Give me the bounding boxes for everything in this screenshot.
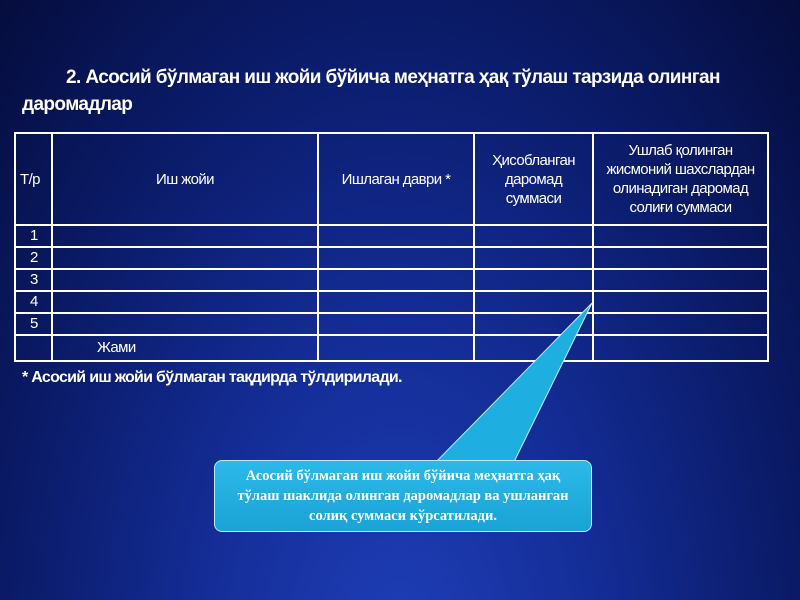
- row-number-cell: 4: [15, 291, 52, 313]
- page-title: 2. Асосий бўлмаган иш жойи бўйича меҳнатга ҳақ тўлаш тарзида олинган даромадлар: [22, 67, 720, 115]
- row-number-cell: 2: [15, 247, 52, 269]
- row-number-cell: 1: [15, 225, 52, 247]
- callout-pointer-shape: [432, 303, 592, 466]
- header-calculated-income: Ҳисобланган даромад суммаси: [474, 133, 593, 225]
- header-number: Т/р: [15, 133, 52, 225]
- row-number-cell: 3: [15, 269, 52, 291]
- row-number-cell: 5: [15, 313, 52, 335]
- total-label: Жами: [52, 335, 318, 361]
- header-work-period: Ишлаган даври *: [318, 133, 474, 225]
- callout-box: [214, 460, 592, 532]
- footnote: * Асосий иш жойи бўлмаган тақдирда тўлдирилади.: [22, 369, 402, 386]
- callout-text: Асосий бўлмаган иш жойи бўйича меҳнатга ҳақ тўлаш шаклида олинган даромадлар ва ушланган солиқ суммаси кўрсатилади.: [237, 468, 569, 524]
- header-workplace: Иш жойи: [52, 133, 318, 225]
- header-withheld-tax: Ушлаб қолинган жисмоний шахслардан олинадиган даромад солиғи суммаси: [593, 133, 768, 225]
